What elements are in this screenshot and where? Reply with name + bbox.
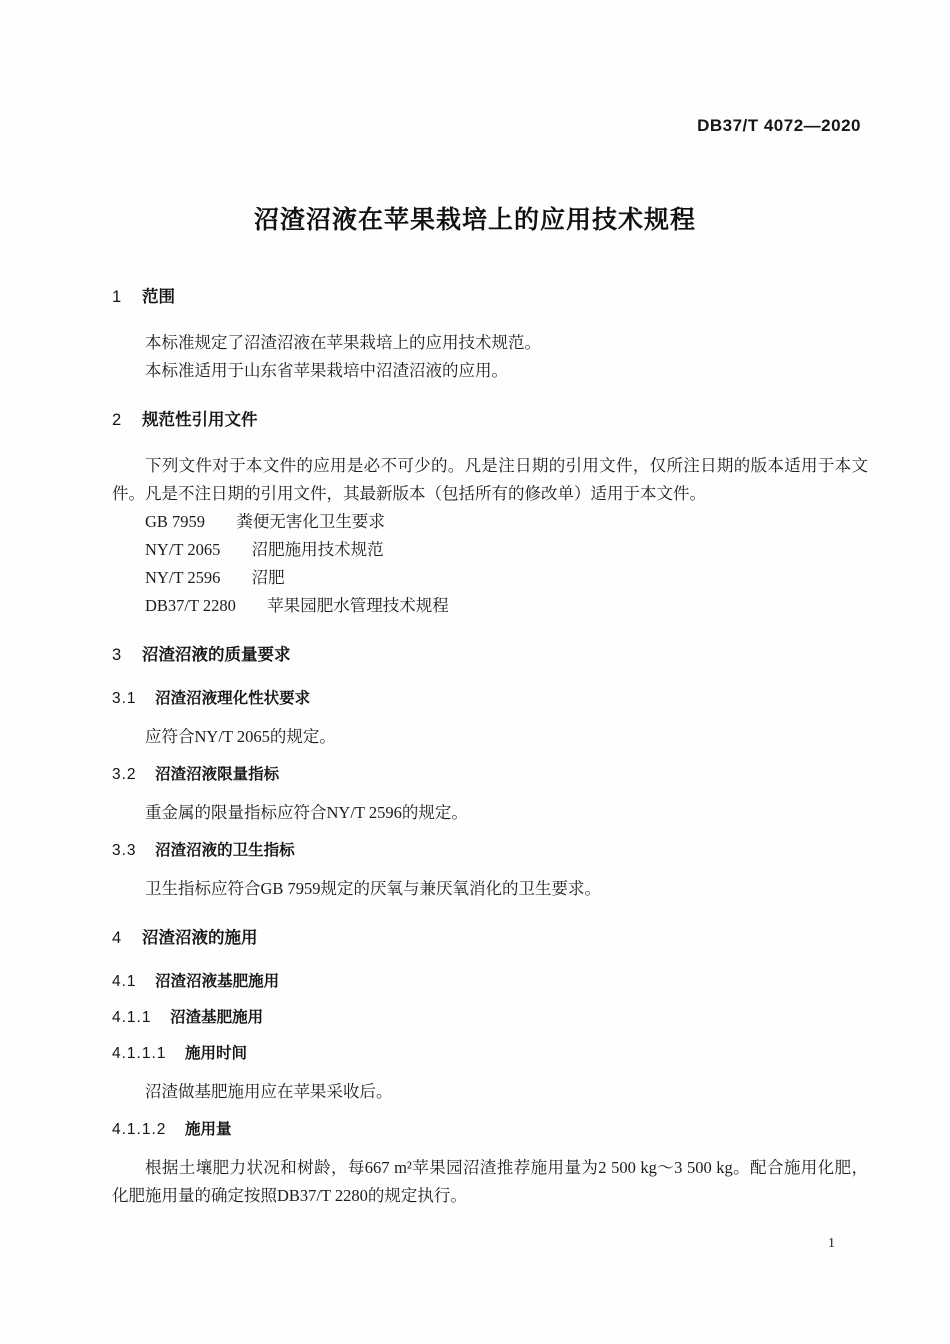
reference-code: NY/T 2065 [145,540,221,559]
reference-item [112,564,868,592]
reference-item [112,536,868,564]
section-title: 沼渣沼液基肥施用 [155,973,280,990]
section-number: 3.3 [112,842,137,859]
section-title: 施用时间 [185,1045,248,1062]
section-title: 沼渣沼液的施用 [141,929,258,947]
section-number: 3.2 [112,766,137,783]
paragraph: 应符合NY/T 2065的规定。 [145,727,336,746]
section-number: 2 [112,411,123,429]
section-title: 沼渣沼液的质量要求 [141,646,291,664]
section-title: 沼渣基肥施用 [170,1009,264,1026]
section-number: 4.1 [112,973,137,990]
section-heading-3 [112,643,868,667]
section-number: 4.1.1 [112,1009,152,1026]
section-number: 1 [112,288,123,306]
section-heading-4-1-1-1 [112,1042,868,1066]
section-heading-3-2 [112,763,868,787]
paragraph: 沼渣做基肥施用应在苹果采收后。 [145,1082,393,1101]
paragraph: 下列文件对于本文件的应用是必不可少的。凡是注日期的引用文件，仅所注日期的版本适用于本文件。凡是不注日期的引用文件，其最新版本（包括所有的修改单）适用于本文件。 [112,456,868,503]
document-content [112,285,868,1210]
section-heading-2 [112,408,868,432]
section-title: 规范性引用文件 [141,411,258,429]
paragraph: 重金属的限量指标应符合NY/T 2596的规定。 [145,803,468,822]
reference-item [112,508,868,536]
paragraph: 卫生指标应符合GB 7959规定的厌氧与兼厌氧消化的卫生要求。 [145,879,602,898]
reference-code: GB 7959 [145,512,206,531]
section-heading-4-1 [112,970,868,994]
section-number: 4.1.1.2 [112,1121,167,1138]
section-heading-3-1 [112,687,868,711]
paragraph: 本标准规定了沼渣沼液在苹果栽培上的应用技术规范。 [145,333,541,352]
reference-title: 粪便无害化卫生要求 [236,512,385,531]
section-number: 3 [112,646,123,664]
section-number: 3.1 [112,690,137,707]
page-number: 1 [828,1236,835,1251]
section-heading-4-1-1-2 [112,1118,868,1142]
standard-code: DB37/T 4072—2020 [697,116,861,135]
paragraph: 本标准适用于山东省苹果栽培中沼渣沼液的应用。 [145,361,508,380]
paragraph: 根据土壤肥力状况和树龄，每667 m²苹果园沼渣推荐施用量为2 500 kg～3 500 kg。配合施用化肥，化肥施用量的确定按照DB37/T 2280的规定执行。 [112,1158,868,1205]
section-number: 4 [112,929,123,947]
section-heading-4 [112,926,868,950]
section-title: 沼渣沼液的卫生指标 [155,842,295,859]
reference-title: 苹果园肥水管理技术规程 [267,596,449,615]
section-heading-1 [112,285,868,309]
reference-title: 沼肥 [251,568,285,587]
section-heading-4-1-1 [112,1006,868,1030]
reference-title: 沼肥施用技术规范 [251,540,384,559]
section-title: 施用量 [185,1121,232,1138]
reference-code: NY/T 2596 [145,568,221,587]
section-title: 范围 [141,288,175,306]
document-title: 沼渣沼液在苹果栽培上的应用技术规程 [253,206,696,234]
reference-code: DB37/T 2280 [145,596,236,615]
section-heading-3-3 [112,839,868,863]
section-title: 沼渣沼液限量指标 [155,766,280,783]
reference-item [112,592,868,620]
section-title: 沼渣沼液理化性状要求 [155,690,311,707]
section-number: 4.1.1.1 [112,1045,167,1062]
